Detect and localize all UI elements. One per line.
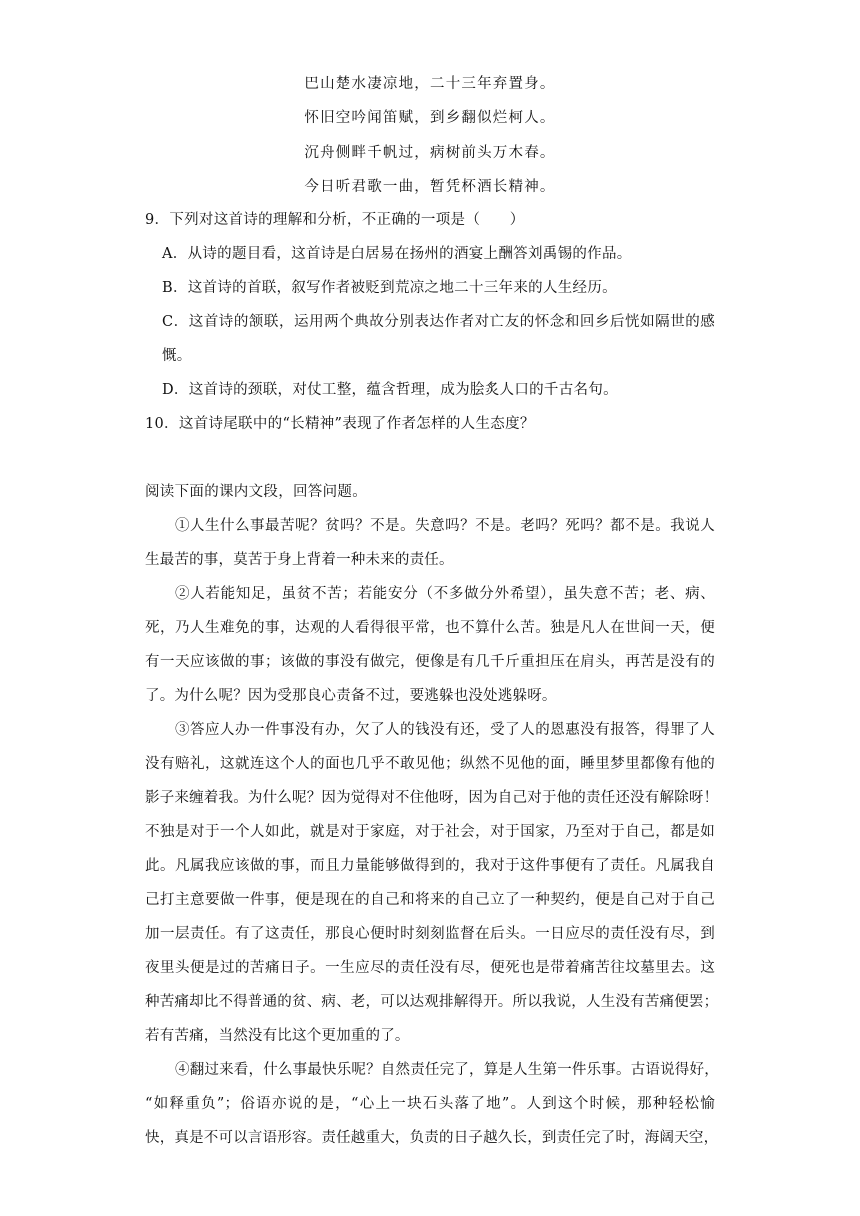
paragraph-2-line: ②人若能知足，虽贫不苦；若能安分（不多做分外希望），虽失意不苦；老、病、: [175, 586, 715, 602]
paragraph-4-line: “如释重负”；俗语亦说的是，“心上一块石头落了地”。人到这个时候，那种轻松愉: [145, 1096, 715, 1112]
poem-line: 巴山楚水凄凉地，二十三年弃置身。: [304, 76, 556, 92]
paragraph-3-line: 夜里头便是过的苦痛日子。一生应尽的责任没有尽，便死也是带着痛苦往坟墓里去。这: [145, 960, 715, 976]
poem-line: 怀旧空吟闻笛赋，到乡翻似烂柯人。: [304, 110, 556, 126]
paragraph-4-line: ④翻过来看，什么事最快乐呢？自然责任完了，算是人生第一件乐事。古语说得好，: [175, 1062, 719, 1078]
paragraph-4-line: 快，真是不可以言语形容。责任越重大，负责的日子越久长，到责任完了时，海阔天空，: [145, 1130, 719, 1146]
question-9-option-c: C．这首诗的颔联，运用两个典故分别表达作者对亡友的怀念和回乡后恍如隔世的感: [162, 314, 715, 330]
question-9-option-c-cont: 慨。: [162, 348, 192, 364]
question-9-option-d: D．这首诗的颈联，对仗工整，蕴含哲理，成为脍炙人口的千古名句。: [162, 382, 618, 398]
paragraph-3-line: 不独是对于一个人如此，就是对于家庭，对于社会，对于国家，乃至对于自己，都是如: [145, 824, 715, 840]
paragraph-3-line: 加一层责任。有了这责任，那良心便时时刻刻监督在后头。一日应尽的责任没有尽，到: [145, 926, 715, 942]
paragraph-1-line: ①人生什么事最苦呢？贫吗？不是。失意吗？不是。老吗？死吗？都不是。我说人: [175, 518, 715, 534]
paragraph-3-line: 影子来缠着我。为什么呢？因为觉得对不住他呀，因为自己对于他的责任还没有解除呀！: [145, 790, 719, 806]
poem-line: 今日听君歌一曲，暂凭杯酒长精神。: [304, 179, 556, 195]
question-9-option-b: B．这首诗的首联，叙写作者被贬到荒凉之地二十三年来的人生经历。: [162, 280, 617, 296]
paragraph-1-line: 生最苦的事，莫苦于身上背着一种未来的责任。: [145, 552, 454, 568]
paragraph-2-line: 了。为什么呢？因为受那良心责备不过，要逃躲也没处逃躲呀。: [145, 688, 557, 704]
paragraph-2-line: 死，乃人生难免的事，达观的人看得很平常，也不算什么苦。独是凡人在世间一天，便: [145, 620, 715, 636]
question-10-stem: 10．这首诗尾联中的“长精神”表现了作者怎样的人生态度？: [145, 416, 535, 432]
poem-line: 沉舟侧畔千帆过，病树前头万木春。: [304, 145, 556, 161]
reading-instructions: 阅读下面的课内文段，回答问题。: [145, 484, 367, 500]
paragraph-3-line: 没有赔礼，这就连这个人的面也几乎不敢见他；纵然不见他的面，睡里梦里都像有他的: [145, 756, 715, 772]
paragraph-3-line: 种苦痛却比不得普通的贫、病、老，可以达观排解得开。所以我说，人生没有苦痛便罢；: [145, 994, 719, 1010]
paragraph-3-line: 若有苦痛，当然没有比这个更加重的了。: [145, 1028, 410, 1044]
paragraph-3-line: 己打主意要做一件事，便是现在的自己和将来的自己立了一种契约，便是自己对于自己: [145, 892, 715, 908]
paragraph-3-line: 此。凡属我应该做的事，而且力量能够做得到的，我对于这件事便有了责任。凡属我自: [145, 858, 715, 874]
question-9-option-a: A．从诗的题目看，这首诗是白居易在扬州的酒宴上酬答刘禹锡的作品。: [162, 246, 632, 262]
paragraph-2-line: 有一天应该做的事；该做的事没有做完，便像是有几千斤重担压在肩头，再苦是没有的: [145, 654, 715, 670]
question-9-stem: 9．下列对这首诗的理解和分析，不正确的一项是（ ）: [145, 212, 525, 228]
paragraph-3-line: ③答应人办一件事没有办，欠了人的钱没有还，受了人的恩惠没有报答，得罪了人: [175, 722, 715, 738]
